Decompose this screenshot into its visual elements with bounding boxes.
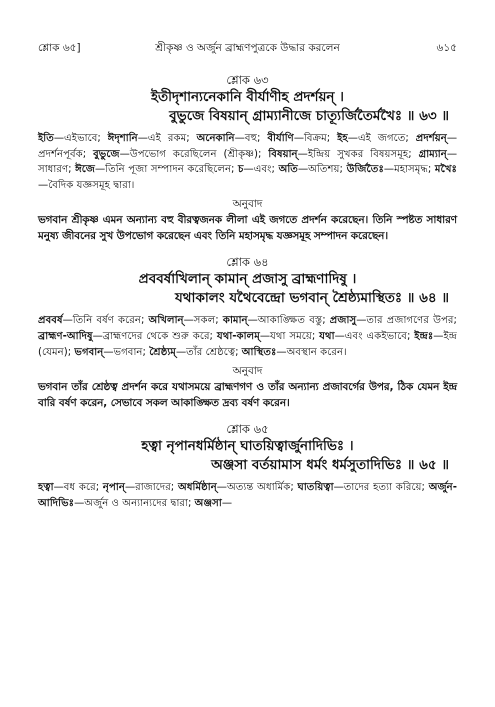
synonym-term: মখৈঃ xyxy=(434,164,457,176)
verse-heading: শ্লোক ৬৩ xyxy=(226,73,269,87)
synonym-meaning: —আকাঙ্ক্ষিত বস্তু; xyxy=(247,315,330,327)
synonym-meaning: —এই জগতে; xyxy=(347,133,416,144)
synonym-meaning: —যথা সময়ে; xyxy=(259,330,320,342)
synonym-term: ঈদৃশানি xyxy=(107,133,138,144)
verse-block-65 xyxy=(38,421,457,511)
synonyms xyxy=(38,480,457,511)
synonym-term: ভগবান্ xyxy=(74,346,104,358)
synonym-term: প্রদর্শয়ন্ xyxy=(415,133,447,144)
synonym-term: ইতি xyxy=(38,133,54,144)
synonym-term: বুভুজে xyxy=(93,148,120,160)
synonym-term: ঘাতয়িত্বা xyxy=(297,482,334,494)
synonym-meaning: —অত্যন্ত অধার্মিক; xyxy=(216,482,298,494)
synonym-meaning: —মহাসমৃদ্ধ; xyxy=(383,164,435,176)
translation-heading: অনুবাদ xyxy=(232,198,263,211)
synonym-term: গ্রাম্যান্ xyxy=(418,148,447,160)
synonym-meaning: — xyxy=(221,497,233,509)
verse-heading: শ্লোক ৬৪ xyxy=(226,255,269,270)
synonym-meaning: —ইন্দ্রিয় সুখকর বিষয়সমূহ; xyxy=(297,148,419,160)
verse-block-64 xyxy=(38,254,457,411)
synonym-meaning: —এবং; xyxy=(243,164,279,176)
synonym-meaning: —সকল; xyxy=(183,315,223,327)
synonym-term: যথা xyxy=(319,330,335,342)
synonym-term: অধর্মিষ্ঠান্ xyxy=(178,482,217,494)
synonym-meaning: —তিনি পূজা সম্পাদন করেছিলেন; xyxy=(94,164,239,176)
synonym-term: ব্রাহ্মণ-আদিষু xyxy=(38,330,93,342)
verse-line-1: ইতীদৃশান্যনেকানি বীর্যাণীহ প্রদর্শয়ন্ । xyxy=(150,89,345,105)
synonym-term: অখিলান্ xyxy=(148,315,184,327)
synonym-term: শ্রৈষ্ঠ্যম্ xyxy=(149,346,176,358)
translation-text: ভগবান তাঁর শ্রেষ্ঠত্ব প্রদর্শন করে যথাসময়ে ব্রাহ্মণগণ ও তাঁর অন্যান্য প্রজাবর্গের উপর, ঠিক যেমন ইন্দ্র বারি বর্ষণ করেন, সেভাবে সকল আকাঙ্ক্ষিত দ্রব্য বর্ষণ করেন। xyxy=(38,381,457,410)
verse-block-63 xyxy=(38,72,457,244)
page-content xyxy=(38,72,457,511)
synonym-meaning: —এইভাবে; xyxy=(53,133,108,144)
verse-line-2: বুভুজে বিষয়ান্ গ্রাম্যানীজে চাত্যূর্জিতৈর্মখৈঃ ॥ ৬৩ ॥ xyxy=(169,108,449,124)
synonym-meaning: —তাঁর শ্রেষ্ঠত্বে; xyxy=(175,346,242,358)
synonym-term: অতি xyxy=(278,164,298,176)
synonym-meaning: —বহু; xyxy=(234,133,268,144)
synonym-meaning: —ভগবান; xyxy=(103,346,150,358)
synonym-term: উর্জিতৈঃ xyxy=(346,164,384,176)
translation-text: ভগবান শ্রীকৃষ্ণ এমন অন্যান্য বহু বীরত্বজনক লীলা এই জগতে প্রদর্শন করেছেন। তিনি স্পষ্টত সাধারণ মনুষ্য জীবনের সুখ উপভোগ করেছেন এবং তিনি মহাসমৃদ্ধ যজ্ঞসমূহ সম্পাদন করেছেন। xyxy=(38,214,457,243)
synonym-meaning: —প্রদর্শনপূর্বক; xyxy=(38,133,457,160)
header-chapter-title: শ্রীকৃষ্ণ ও অর্জুন ব্রাহ্মণপুত্রকে উদ্ধার করলেন xyxy=(155,42,340,54)
synonym-meaning: —তার প্রজাগণের উপর; xyxy=(356,315,457,327)
synonym-meaning: —রাজাদের; xyxy=(124,482,178,494)
synonym-meaning: —ব্রাহ্মণদের থেকে শুরু করে; xyxy=(92,330,217,342)
synonym-term: অঞ্জসা xyxy=(194,497,222,509)
synonym-meaning: —উপভোগ করেছিলেন (শ্রীকৃষ্ণ); xyxy=(119,148,269,160)
synonym-term: অর্জুন-আদিভিঃ xyxy=(38,482,457,509)
synonym-term: নৃপান্ xyxy=(102,482,125,494)
verse-line-2: অঞ্জসা বর্তয়ামাস ধর্মং ধর্মসুতাদিভিঃ ॥ ৬৫ ॥ xyxy=(211,457,449,474)
translation-heading: অনুবাদ xyxy=(232,365,263,378)
synonym-term: ইহ xyxy=(337,133,348,144)
synonym-term: বিষয়ান্ xyxy=(268,148,298,160)
verse-heading: শ্লোক ৬৫ xyxy=(226,422,269,437)
synonym-term: প্রজাসু xyxy=(329,315,357,327)
synonyms xyxy=(38,313,457,360)
synonym-meaning: —বিক্রম; xyxy=(293,133,338,144)
running-header xyxy=(38,40,457,56)
synonym-meaning: —অতিশয়; xyxy=(297,164,347,176)
synonym-meaning: —এবং একইভাবে; xyxy=(334,330,415,342)
synonym-meaning: —অবস্থান করেন। xyxy=(276,346,347,358)
synonym-term: ইন্দ্রঃ xyxy=(414,330,434,342)
synonym-meaning: —তাদের হত্যা করিয়ে; xyxy=(333,482,429,494)
synonym-term: হত্বা xyxy=(38,482,54,494)
header-verse-ref: শ্লোক ৬৫] xyxy=(38,42,81,54)
synonym-term: বীর্যাণি xyxy=(267,133,294,144)
verse-line-1: প্রববর্ষাখিলান্ কামান্ প্রজাসু ব্রাহ্মণাদিষু । xyxy=(138,271,357,288)
verse-line-2: যথাকালং যথৈবেন্দ্রো ভগবান্ শ্রৈষ্ঠ্যমাস্থিতঃ ॥ ৬৪ ॥ xyxy=(175,290,449,307)
synonym-term: যথা-কালম্ xyxy=(216,330,260,342)
synonym-meaning: —সাধারণ; xyxy=(38,148,458,176)
verse-line-1: হত্বা নৃপানধর্মিষ্ঠান্ ঘাতয়িত্বার্জুনাদিভিঃ । xyxy=(141,438,354,455)
synonym-meaning: —অর্জুন ও অন্যান্যদের দ্বারা; xyxy=(74,497,195,509)
synonym-meaning: —বধ করে; xyxy=(53,482,103,494)
synonym-term: ঈজে xyxy=(75,164,95,176)
synonyms xyxy=(38,131,457,193)
synonym-meaning: —ইন্দ্র (যেমন); xyxy=(38,330,457,358)
synonym-meaning: —তিনি বর্ষণ করেন; xyxy=(62,315,149,327)
synonym-term: আস্থিতঃ xyxy=(241,346,277,358)
synonym-term: প্রববর্ষ xyxy=(38,315,63,327)
synonym-meaning: —বৈদিক যজ্ঞসমূহ দ্বারা। xyxy=(38,179,135,191)
synonym-term: অনেকানি xyxy=(196,133,235,144)
synonym-meaning: —এই রকম; xyxy=(137,133,197,144)
header-page-number: ৬১৫ xyxy=(436,42,457,54)
synonym-term: চ xyxy=(238,164,244,176)
synonym-term: কামান্ xyxy=(222,315,248,327)
